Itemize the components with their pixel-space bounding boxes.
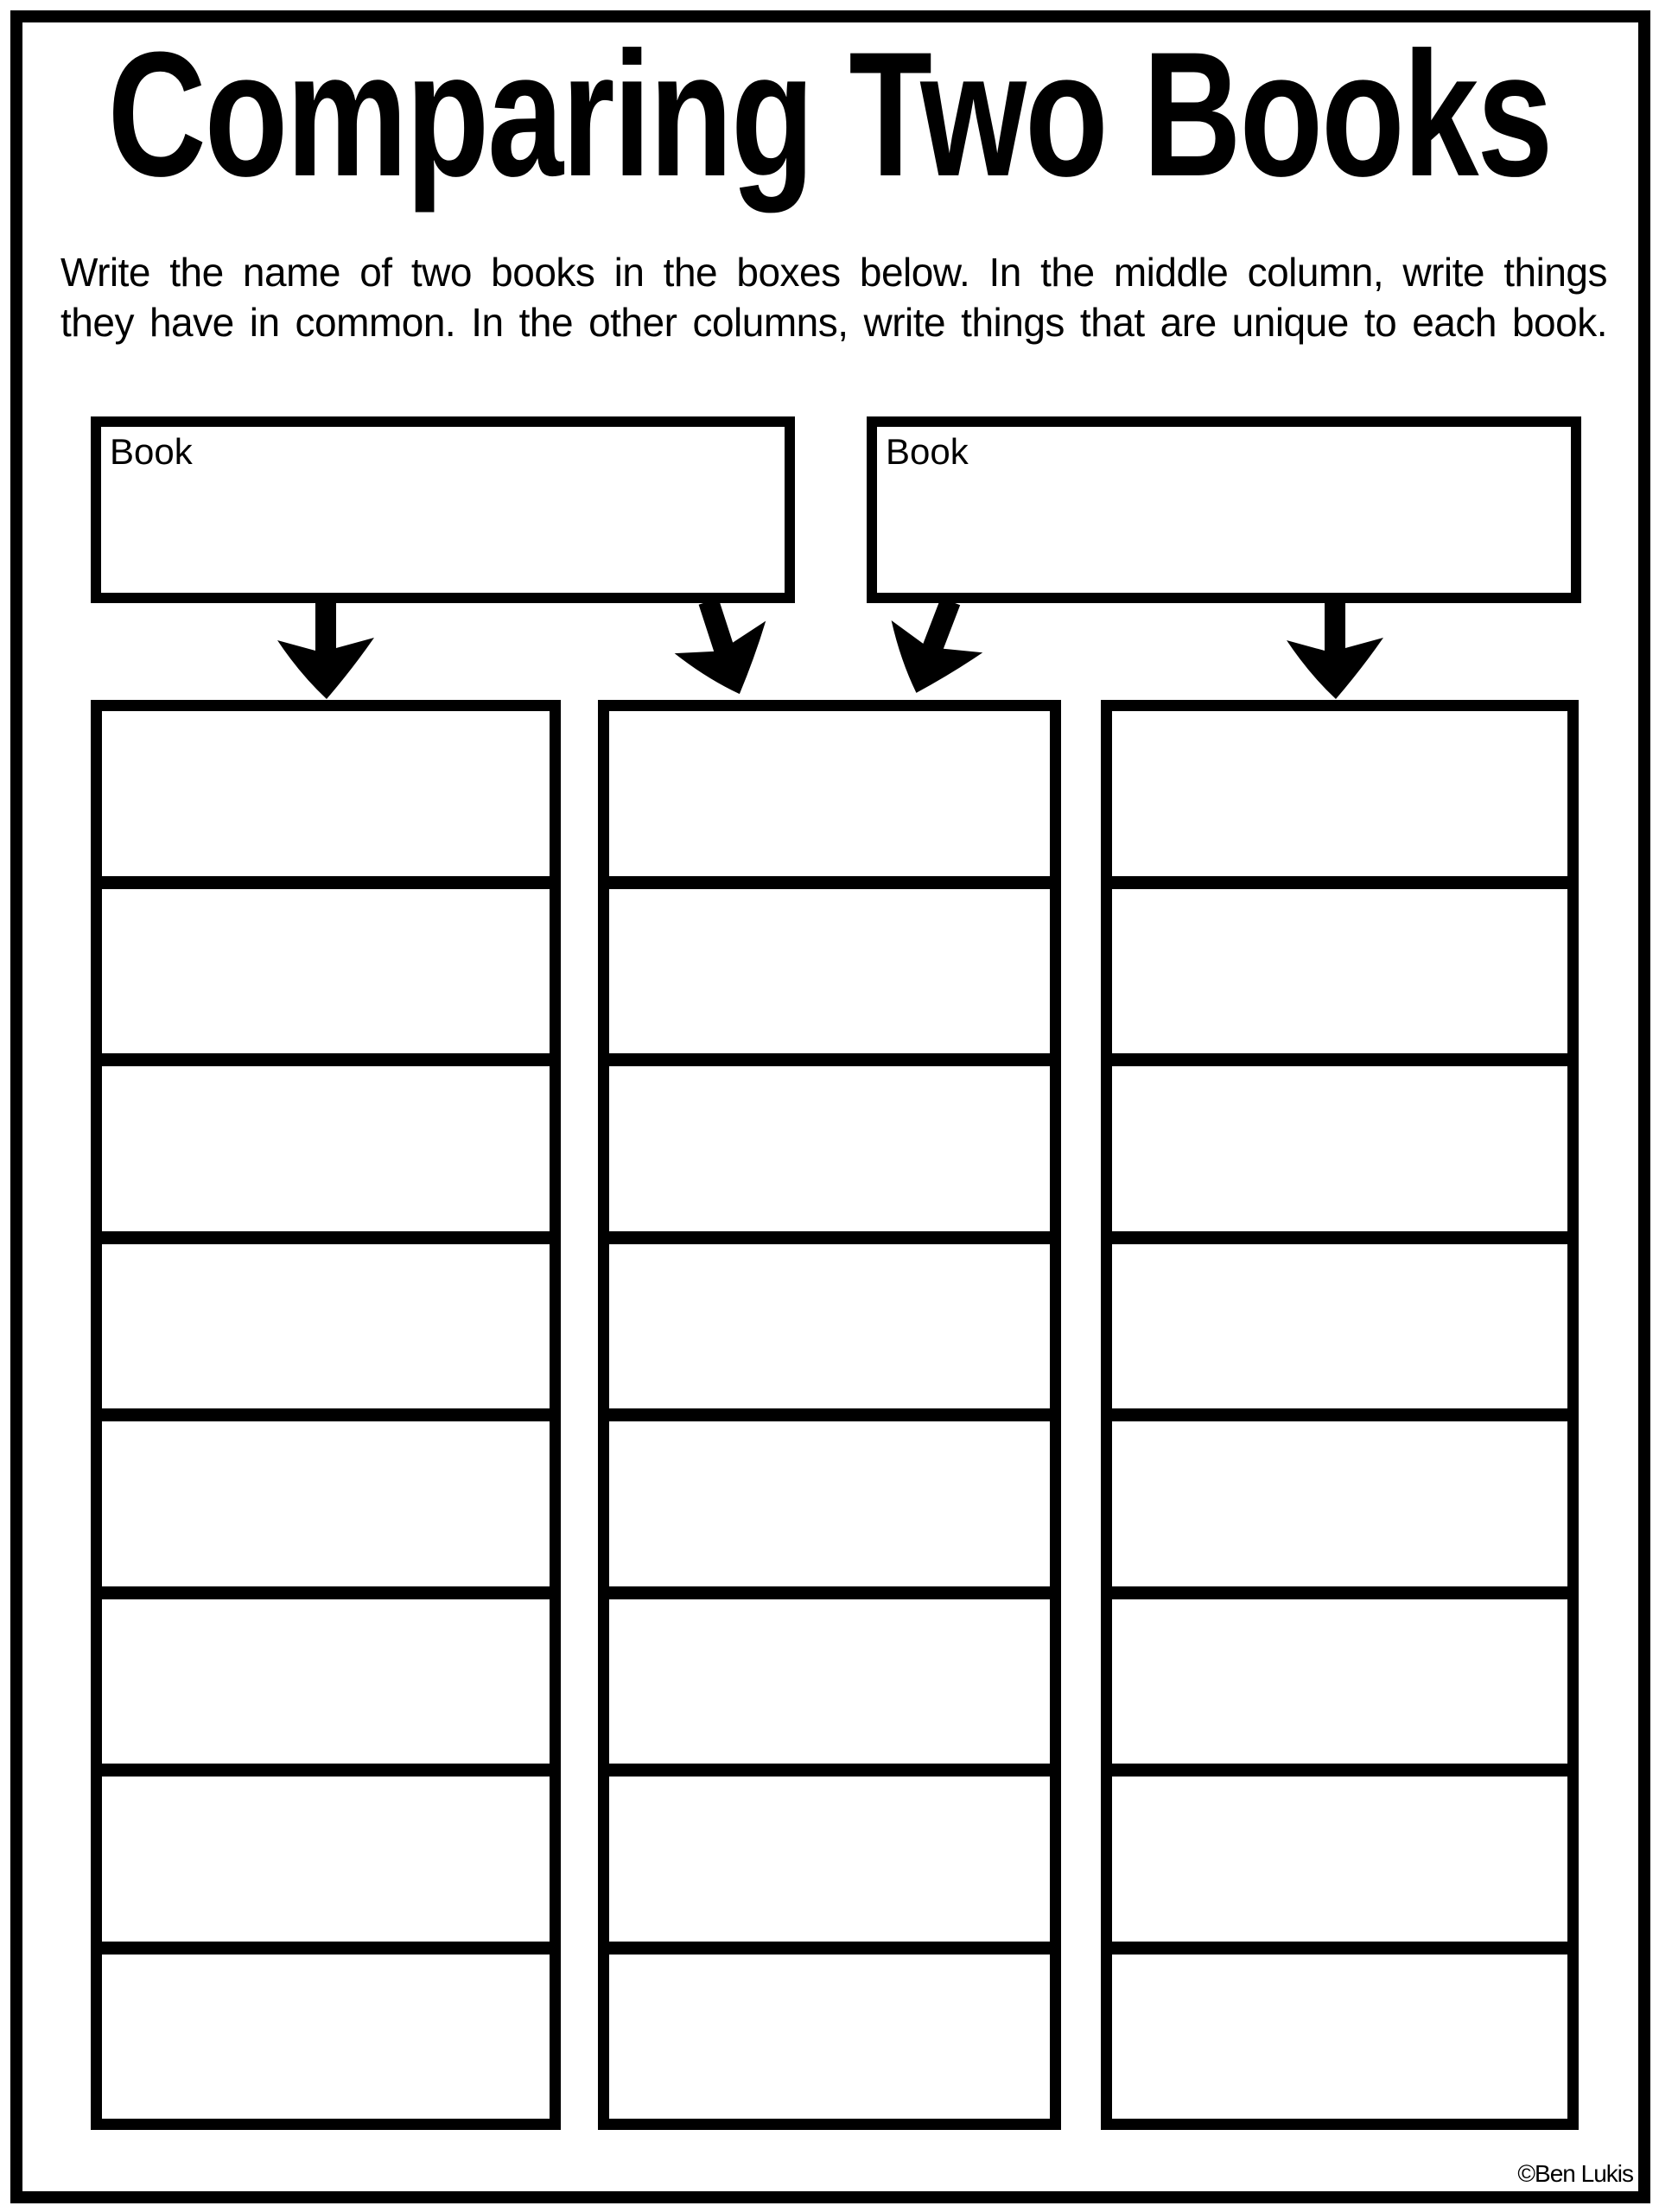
write-in-cell[interactable] bbox=[1112, 1586, 1567, 1764]
instructions-line-2: they have in common. In the other columns, write things that are unique to each book. bbox=[60, 300, 1607, 345]
arrow-down-book2-to-right-column-icon bbox=[1287, 601, 1383, 699]
write-in-cell[interactable] bbox=[609, 1586, 1050, 1764]
write-in-cell[interactable] bbox=[102, 876, 550, 1054]
write-in-cell[interactable] bbox=[1112, 1764, 1567, 1942]
write-in-cell[interactable] bbox=[102, 1764, 550, 1942]
write-in-cell[interactable] bbox=[609, 1408, 1050, 1586]
instructions bbox=[60, 247, 1607, 347]
write-in-cell[interactable] bbox=[609, 1053, 1050, 1231]
write-in-cell[interactable] bbox=[609, 1942, 1050, 2120]
write-in-cell[interactable] bbox=[609, 1231, 1050, 1409]
write-in-cell[interactable] bbox=[1112, 1408, 1567, 1586]
instructions-line-1: Write the name of two books in the boxes below. In the middle column, write things bbox=[60, 250, 1607, 295]
book-title-field-1[interactable] bbox=[91, 416, 795, 603]
write-in-cell[interactable] bbox=[1112, 1942, 1567, 2120]
write-in-cell[interactable] bbox=[609, 711, 1050, 876]
write-in-cell[interactable] bbox=[1112, 711, 1567, 876]
write-in-cell[interactable] bbox=[102, 711, 550, 876]
page-title: Comparing Two Books bbox=[107, 16, 1552, 214]
write-in-cell[interactable] bbox=[1112, 1231, 1567, 1409]
write-in-cell[interactable] bbox=[102, 1942, 550, 2120]
write-in-cell[interactable] bbox=[102, 1053, 550, 1231]
column-common bbox=[598, 700, 1061, 2130]
write-in-cell[interactable] bbox=[102, 1231, 550, 1409]
column-book2-unique bbox=[1101, 700, 1579, 2130]
write-in-cell[interactable] bbox=[609, 1764, 1050, 1942]
arrow-down-book1-to-middle-column-icon bbox=[663, 587, 785, 709]
column-book1-unique bbox=[91, 700, 561, 2130]
book-title-field-2[interactable] bbox=[867, 416, 1581, 603]
book-title-field-2-label: Book bbox=[886, 431, 969, 472]
write-in-cell[interactable] bbox=[102, 1408, 550, 1586]
book-title-field-1-label: Book bbox=[110, 431, 193, 472]
write-in-cell[interactable] bbox=[609, 876, 1050, 1054]
arrow-down-book1-to-left-column-icon bbox=[277, 601, 374, 699]
write-in-cell[interactable] bbox=[102, 1586, 550, 1764]
write-in-cell[interactable] bbox=[1112, 1053, 1567, 1231]
credit: ©Ben Lukis bbox=[1517, 2160, 1633, 2187]
write-in-cell[interactable] bbox=[1112, 876, 1567, 1054]
